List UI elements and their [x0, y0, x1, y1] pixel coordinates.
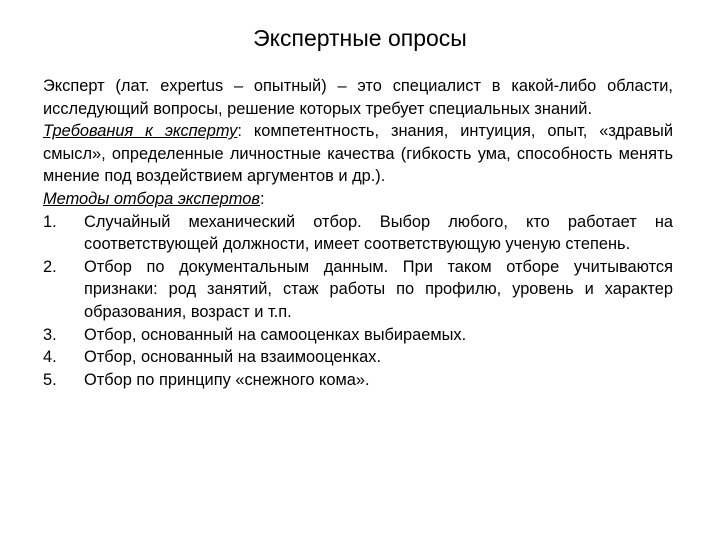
requirements-paragraph	[43, 120, 673, 188]
requirements-text: : компетентность, знания, интуиция, опыт, «здравый смысл», определенные личностные качества (гибкость ума, способность менять мнение под воздействием аргументов и др.).	[43, 122, 673, 186]
methods-list	[43, 211, 673, 392]
definition-term: Эксперт	[43, 77, 105, 95]
list-item-number: 1.	[43, 212, 57, 231]
definition-paragraph	[43, 75, 673, 120]
list-item-text: Отбор по принципу «снежного кома».	[84, 370, 370, 389]
requirements-heading: Требования к эксперту	[43, 122, 238, 141]
definition-text: (лат. expertus – опытный) – это специалист в какой-либо области, исследующий вопросы, решение которых требует специальных знаний.	[43, 77, 673, 118]
list-item	[43, 324, 673, 347]
list-item-number: 2.	[43, 257, 57, 276]
list-item	[43, 211, 673, 256]
list-item	[43, 256, 673, 324]
list-item-number: 3.	[43, 325, 57, 344]
list-item-text: Отбор, основанный на взаимооценках.	[84, 348, 381, 367]
list-item	[43, 369, 673, 392]
methods-heading-suffix: :	[259, 189, 265, 208]
slide-content	[43, 75, 673, 391]
slide-title: Экспертные опросы	[253, 25, 467, 51]
methods-heading-line	[43, 188, 673, 211]
list-item-text: Отбор по документальным данным. При таком отборе учитываются признаки: род занятий, стаж работы по профилю, уровень и характер образования, возраст и т.п.	[84, 257, 673, 321]
list-item-number: 5.	[43, 370, 57, 389]
methods-heading: Методы отбора экспертов	[43, 189, 260, 208]
list-item	[43, 346, 673, 369]
list-item-number: 4.	[43, 348, 57, 367]
list-item-text: Отбор, основанный на самооценках выбираемых.	[84, 325, 467, 344]
list-item-text: Случайный механический отбор. Выбор любого, кто работает на соответствующей должности, имеет соответствующую ученую степень.	[84, 212, 673, 254]
